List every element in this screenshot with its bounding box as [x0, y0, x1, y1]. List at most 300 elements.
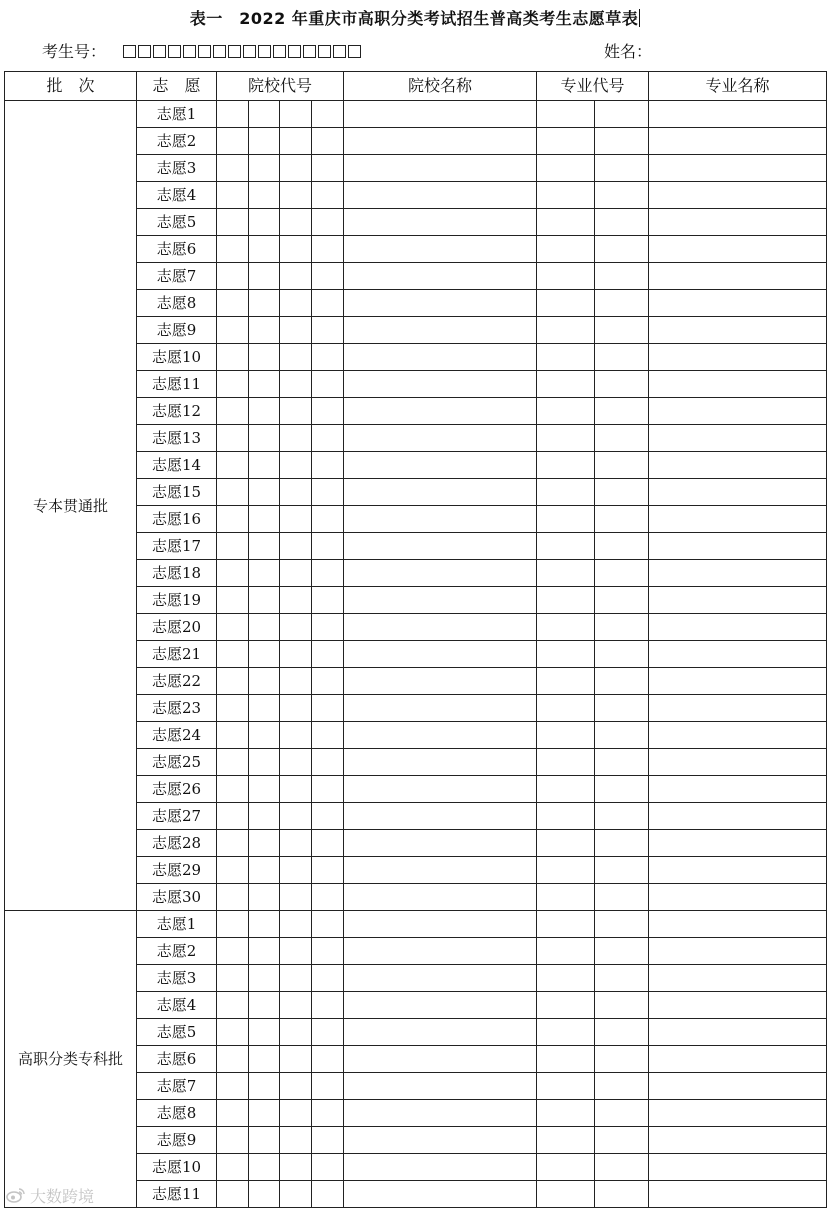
- school-code-digit-cell[interactable]: [217, 344, 249, 371]
- school-code-digit-cell[interactable]: [217, 182, 249, 209]
- school-code-digit-cell[interactable]: [217, 1100, 249, 1127]
- school-name-cell[interactable]: [344, 803, 537, 830]
- school-code-digit-cell[interactable]: [280, 1019, 312, 1046]
- school-code-digit-cell[interactable]: [312, 371, 344, 398]
- school-code-digit-cell[interactable]: [280, 1100, 312, 1127]
- major-code-digit-cell[interactable]: [595, 668, 649, 695]
- school-code-digit-cell[interactable]: [249, 749, 280, 776]
- school-code-digit-cell[interactable]: [249, 695, 280, 722]
- school-code-digit-cell[interactable]: [280, 209, 312, 236]
- school-code-digit-cell[interactable]: [249, 155, 280, 182]
- school-code-digit-cell[interactable]: [280, 965, 312, 992]
- major-code-digit-cell[interactable]: [595, 398, 649, 425]
- exam-number-digit-box[interactable]: [333, 45, 346, 58]
- major-name-cell[interactable]: [649, 803, 827, 830]
- school-code-digit-cell[interactable]: [312, 101, 344, 128]
- school-code-digit-cell[interactable]: [217, 1046, 249, 1073]
- major-name-cell[interactable]: [649, 830, 827, 857]
- school-name-cell[interactable]: [344, 236, 537, 263]
- exam-number-digit-box[interactable]: [303, 45, 316, 58]
- school-name-cell[interactable]: [344, 371, 537, 398]
- major-code-digit-cell[interactable]: [595, 749, 649, 776]
- school-code-digit-cell[interactable]: [217, 695, 249, 722]
- school-code-digit-cell[interactable]: [249, 1154, 280, 1181]
- major-code-digit-cell[interactable]: [537, 884, 595, 911]
- major-name-cell[interactable]: [649, 533, 827, 560]
- major-name-cell[interactable]: [649, 857, 827, 884]
- school-code-digit-cell[interactable]: [312, 830, 344, 857]
- school-code-digit-cell[interactable]: [312, 533, 344, 560]
- major-code-digit-cell[interactable]: [595, 290, 649, 317]
- major-name-cell[interactable]: [649, 938, 827, 965]
- school-name-cell[interactable]: [344, 749, 537, 776]
- school-name-cell[interactable]: [344, 128, 537, 155]
- major-name-cell[interactable]: [649, 1127, 827, 1154]
- school-code-digit-cell[interactable]: [217, 830, 249, 857]
- school-code-digit-cell[interactable]: [312, 857, 344, 884]
- school-name-cell[interactable]: [344, 1046, 537, 1073]
- major-code-digit-cell[interactable]: [537, 398, 595, 425]
- school-code-digit-cell[interactable]: [280, 560, 312, 587]
- school-code-digit-cell[interactable]: [312, 290, 344, 317]
- school-code-digit-cell[interactable]: [280, 155, 312, 182]
- school-code-digit-cell[interactable]: [249, 587, 280, 614]
- school-code-digit-cell[interactable]: [312, 128, 344, 155]
- exam-number-digit-box[interactable]: [288, 45, 301, 58]
- major-name-cell[interactable]: [649, 1073, 827, 1100]
- school-name-cell[interactable]: [344, 911, 537, 938]
- school-code-digit-cell[interactable]: [217, 452, 249, 479]
- major-code-digit-cell[interactable]: [537, 1073, 595, 1100]
- school-code-digit-cell[interactable]: [217, 371, 249, 398]
- school-code-digit-cell[interactable]: [249, 965, 280, 992]
- major-code-digit-cell[interactable]: [537, 1046, 595, 1073]
- major-code-digit-cell[interactable]: [595, 425, 649, 452]
- school-code-digit-cell[interactable]: [249, 560, 280, 587]
- school-code-digit-cell[interactable]: [249, 1127, 280, 1154]
- school-code-digit-cell[interactable]: [312, 587, 344, 614]
- school-code-digit-cell[interactable]: [249, 101, 280, 128]
- school-code-digit-cell[interactable]: [312, 992, 344, 1019]
- school-code-digit-cell[interactable]: [280, 857, 312, 884]
- major-code-digit-cell[interactable]: [537, 938, 595, 965]
- school-code-digit-cell[interactable]: [217, 965, 249, 992]
- major-code-digit-cell[interactable]: [537, 587, 595, 614]
- major-code-digit-cell[interactable]: [537, 236, 595, 263]
- school-code-digit-cell[interactable]: [249, 533, 280, 560]
- school-code-digit-cell[interactable]: [249, 317, 280, 344]
- school-code-digit-cell[interactable]: [217, 101, 249, 128]
- school-name-cell[interactable]: [344, 1154, 537, 1181]
- school-code-digit-cell[interactable]: [280, 884, 312, 911]
- major-code-digit-cell[interactable]: [537, 668, 595, 695]
- school-name-cell[interactable]: [344, 155, 537, 182]
- major-code-digit-cell[interactable]: [537, 128, 595, 155]
- major-code-digit-cell[interactable]: [537, 371, 595, 398]
- major-name-cell[interactable]: [649, 290, 827, 317]
- school-code-digit-cell[interactable]: [249, 722, 280, 749]
- school-code-digit-cell[interactable]: [280, 101, 312, 128]
- school-code-digit-cell[interactable]: [312, 722, 344, 749]
- school-code-digit-cell[interactable]: [217, 560, 249, 587]
- major-name-cell[interactable]: [649, 641, 827, 668]
- school-name-cell[interactable]: [344, 398, 537, 425]
- school-code-digit-cell[interactable]: [217, 1019, 249, 1046]
- school-code-digit-cell[interactable]: [312, 452, 344, 479]
- school-code-digit-cell[interactable]: [249, 614, 280, 641]
- school-name-cell[interactable]: [344, 560, 537, 587]
- major-name-cell[interactable]: [649, 209, 827, 236]
- major-code-digit-cell[interactable]: [595, 587, 649, 614]
- school-code-digit-cell[interactable]: [249, 290, 280, 317]
- major-name-cell[interactable]: [649, 263, 827, 290]
- major-code-digit-cell[interactable]: [595, 614, 649, 641]
- school-code-digit-cell[interactable]: [249, 992, 280, 1019]
- school-code-digit-cell[interactable]: [280, 1127, 312, 1154]
- school-code-digit-cell[interactable]: [312, 776, 344, 803]
- school-name-cell[interactable]: [344, 938, 537, 965]
- school-code-digit-cell[interactable]: [249, 398, 280, 425]
- school-code-digit-cell[interactable]: [249, 425, 280, 452]
- school-code-digit-cell[interactable]: [312, 506, 344, 533]
- school-name-cell[interactable]: [344, 587, 537, 614]
- major-code-digit-cell[interactable]: [595, 992, 649, 1019]
- school-code-digit-cell[interactable]: [217, 290, 249, 317]
- school-code-digit-cell[interactable]: [249, 911, 280, 938]
- major-code-digit-cell[interactable]: [537, 803, 595, 830]
- school-code-digit-cell[interactable]: [312, 614, 344, 641]
- school-code-digit-cell[interactable]: [249, 479, 280, 506]
- school-code-digit-cell[interactable]: [217, 749, 249, 776]
- school-code-digit-cell[interactable]: [312, 1073, 344, 1100]
- school-code-digit-cell[interactable]: [280, 425, 312, 452]
- major-code-digit-cell[interactable]: [595, 1019, 649, 1046]
- school-code-digit-cell[interactable]: [312, 1181, 344, 1208]
- major-name-cell[interactable]: [649, 371, 827, 398]
- major-code-digit-cell[interactable]: [595, 452, 649, 479]
- school-code-digit-cell[interactable]: [249, 236, 280, 263]
- school-code-digit-cell[interactable]: [217, 155, 249, 182]
- major-name-cell[interactable]: [649, 182, 827, 209]
- school-code-digit-cell[interactable]: [217, 803, 249, 830]
- major-code-digit-cell[interactable]: [537, 857, 595, 884]
- major-name-cell[interactable]: [649, 749, 827, 776]
- major-name-cell[interactable]: [649, 1019, 827, 1046]
- school-code-digit-cell[interactable]: [249, 182, 280, 209]
- exam-number-digit-box[interactable]: [318, 45, 331, 58]
- school-code-digit-cell[interactable]: [312, 344, 344, 371]
- school-code-digit-cell[interactable]: [217, 992, 249, 1019]
- major-code-digit-cell[interactable]: [595, 1073, 649, 1100]
- major-code-digit-cell[interactable]: [595, 533, 649, 560]
- major-code-digit-cell[interactable]: [537, 749, 595, 776]
- major-code-digit-cell[interactable]: [595, 695, 649, 722]
- school-code-digit-cell[interactable]: [312, 749, 344, 776]
- major-code-digit-cell[interactable]: [595, 128, 649, 155]
- school-code-digit-cell[interactable]: [217, 587, 249, 614]
- major-name-cell[interactable]: [649, 452, 827, 479]
- major-code-digit-cell[interactable]: [595, 1154, 649, 1181]
- school-code-digit-cell[interactable]: [217, 884, 249, 911]
- major-name-cell[interactable]: [649, 722, 827, 749]
- major-code-digit-cell[interactable]: [537, 614, 595, 641]
- school-code-digit-cell[interactable]: [249, 857, 280, 884]
- major-code-digit-cell[interactable]: [537, 506, 595, 533]
- school-code-digit-cell[interactable]: [249, 803, 280, 830]
- school-code-digit-cell[interactable]: [280, 452, 312, 479]
- major-code-digit-cell[interactable]: [595, 776, 649, 803]
- major-code-digit-cell[interactable]: [537, 425, 595, 452]
- school-code-digit-cell[interactable]: [249, 506, 280, 533]
- major-code-digit-cell[interactable]: [537, 560, 595, 587]
- major-code-digit-cell[interactable]: [537, 1127, 595, 1154]
- school-code-digit-cell[interactable]: [280, 533, 312, 560]
- school-code-digit-cell[interactable]: [249, 1019, 280, 1046]
- school-code-digit-cell[interactable]: [249, 128, 280, 155]
- school-code-digit-cell[interactable]: [280, 263, 312, 290]
- school-code-digit-cell[interactable]: [217, 533, 249, 560]
- school-code-digit-cell[interactable]: [280, 1046, 312, 1073]
- school-code-digit-cell[interactable]: [312, 155, 344, 182]
- school-code-digit-cell[interactable]: [217, 614, 249, 641]
- school-code-digit-cell[interactable]: [217, 1073, 249, 1100]
- school-code-digit-cell[interactable]: [312, 884, 344, 911]
- major-code-digit-cell[interactable]: [595, 1127, 649, 1154]
- school-code-digit-cell[interactable]: [312, 803, 344, 830]
- major-code-digit-cell[interactable]: [537, 317, 595, 344]
- school-code-digit-cell[interactable]: [217, 1154, 249, 1181]
- school-code-digit-cell[interactable]: [280, 1154, 312, 1181]
- school-code-digit-cell[interactable]: [217, 1181, 249, 1208]
- school-name-cell[interactable]: [344, 857, 537, 884]
- school-code-digit-cell[interactable]: [217, 317, 249, 344]
- major-name-cell[interactable]: [649, 587, 827, 614]
- school-code-digit-cell[interactable]: [217, 641, 249, 668]
- school-code-digit-cell[interactable]: [217, 668, 249, 695]
- school-code-digit-cell[interactable]: [280, 776, 312, 803]
- school-code-digit-cell[interactable]: [249, 263, 280, 290]
- school-code-digit-cell[interactable]: [280, 479, 312, 506]
- major-code-digit-cell[interactable]: [537, 1019, 595, 1046]
- school-code-digit-cell[interactable]: [217, 857, 249, 884]
- major-name-cell[interactable]: [649, 398, 827, 425]
- school-code-digit-cell[interactable]: [312, 263, 344, 290]
- major-name-cell[interactable]: [649, 155, 827, 182]
- exam-number-digit-box[interactable]: [198, 45, 211, 58]
- major-name-cell[interactable]: [649, 1181, 827, 1208]
- exam-number-digit-box[interactable]: [138, 45, 151, 58]
- major-code-digit-cell[interactable]: [537, 1100, 595, 1127]
- school-code-digit-cell[interactable]: [312, 182, 344, 209]
- major-code-digit-cell[interactable]: [595, 344, 649, 371]
- major-code-digit-cell[interactable]: [595, 209, 649, 236]
- school-code-digit-cell[interactable]: [217, 209, 249, 236]
- major-code-digit-cell[interactable]: [595, 371, 649, 398]
- school-name-cell[interactable]: [344, 830, 537, 857]
- school-name-cell[interactable]: [344, 506, 537, 533]
- major-code-digit-cell[interactable]: [595, 722, 649, 749]
- school-name-cell[interactable]: [344, 1181, 537, 1208]
- school-code-digit-cell[interactable]: [312, 965, 344, 992]
- school-name-cell[interactable]: [344, 479, 537, 506]
- exam-number-digit-box[interactable]: [348, 45, 361, 58]
- major-code-digit-cell[interactable]: [537, 155, 595, 182]
- school-code-digit-cell[interactable]: [280, 290, 312, 317]
- major-name-cell[interactable]: [649, 965, 827, 992]
- school-code-digit-cell[interactable]: [249, 668, 280, 695]
- major-code-digit-cell[interactable]: [537, 182, 595, 209]
- school-code-digit-cell[interactable]: [217, 722, 249, 749]
- exam-number-digit-box[interactable]: [258, 45, 271, 58]
- school-code-digit-cell[interactable]: [312, 695, 344, 722]
- major-code-digit-cell[interactable]: [595, 182, 649, 209]
- major-code-digit-cell[interactable]: [537, 965, 595, 992]
- school-code-digit-cell[interactable]: [249, 1100, 280, 1127]
- major-code-digit-cell[interactable]: [537, 1181, 595, 1208]
- major-code-digit-cell[interactable]: [595, 263, 649, 290]
- school-code-digit-cell[interactable]: [217, 911, 249, 938]
- school-code-digit-cell[interactable]: [249, 776, 280, 803]
- school-code-digit-cell[interactable]: [280, 668, 312, 695]
- major-name-cell[interactable]: [649, 425, 827, 452]
- major-code-digit-cell[interactable]: [537, 533, 595, 560]
- school-name-cell[interactable]: [344, 641, 537, 668]
- school-code-digit-cell[interactable]: [280, 1181, 312, 1208]
- school-code-digit-cell[interactable]: [217, 263, 249, 290]
- major-code-digit-cell[interactable]: [595, 641, 649, 668]
- school-code-digit-cell[interactable]: [217, 938, 249, 965]
- major-code-digit-cell[interactable]: [537, 695, 595, 722]
- major-name-cell[interactable]: [649, 236, 827, 263]
- major-name-cell[interactable]: [649, 317, 827, 344]
- major-code-digit-cell[interactable]: [595, 479, 649, 506]
- exam-number-digit-box[interactable]: [273, 45, 286, 58]
- school-code-digit-cell[interactable]: [280, 128, 312, 155]
- school-code-digit-cell[interactable]: [249, 884, 280, 911]
- major-name-cell[interactable]: [649, 668, 827, 695]
- school-code-digit-cell[interactable]: [312, 641, 344, 668]
- school-code-digit-cell[interactable]: [312, 398, 344, 425]
- major-code-digit-cell[interactable]: [595, 236, 649, 263]
- school-code-digit-cell[interactable]: [312, 209, 344, 236]
- school-code-digit-cell[interactable]: [280, 911, 312, 938]
- school-code-digit-cell[interactable]: [312, 317, 344, 344]
- exam-number-digit-box[interactable]: [213, 45, 226, 58]
- major-code-digit-cell[interactable]: [537, 830, 595, 857]
- school-code-digit-cell[interactable]: [217, 776, 249, 803]
- school-code-digit-cell[interactable]: [312, 938, 344, 965]
- school-code-digit-cell[interactable]: [312, 1154, 344, 1181]
- major-code-digit-cell[interactable]: [595, 938, 649, 965]
- major-name-cell[interactable]: [649, 128, 827, 155]
- school-code-digit-cell[interactable]: [249, 1046, 280, 1073]
- school-code-digit-cell[interactable]: [280, 371, 312, 398]
- school-code-digit-cell[interactable]: [280, 938, 312, 965]
- exam-number-digit-box[interactable]: [183, 45, 196, 58]
- school-code-digit-cell[interactable]: [280, 992, 312, 1019]
- school-code-digit-cell[interactable]: [249, 452, 280, 479]
- major-code-digit-cell[interactable]: [595, 884, 649, 911]
- school-code-digit-cell[interactable]: [280, 587, 312, 614]
- school-code-digit-cell[interactable]: [217, 398, 249, 425]
- major-code-digit-cell[interactable]: [595, 857, 649, 884]
- school-code-digit-cell[interactable]: [249, 209, 280, 236]
- major-code-digit-cell[interactable]: [595, 317, 649, 344]
- school-name-cell[interactable]: [344, 101, 537, 128]
- school-name-cell[interactable]: [344, 533, 537, 560]
- school-name-cell[interactable]: [344, 1100, 537, 1127]
- major-name-cell[interactable]: [649, 560, 827, 587]
- school-name-cell[interactable]: [344, 668, 537, 695]
- major-name-cell[interactable]: [649, 101, 827, 128]
- school-name-cell[interactable]: [344, 452, 537, 479]
- school-code-digit-cell[interactable]: [249, 1181, 280, 1208]
- major-code-digit-cell[interactable]: [537, 290, 595, 317]
- school-name-cell[interactable]: [344, 776, 537, 803]
- school-name-cell[interactable]: [344, 884, 537, 911]
- school-code-digit-cell[interactable]: [312, 425, 344, 452]
- major-code-digit-cell[interactable]: [537, 209, 595, 236]
- major-name-cell[interactable]: [649, 614, 827, 641]
- school-code-digit-cell[interactable]: [217, 506, 249, 533]
- school-code-digit-cell[interactable]: [280, 722, 312, 749]
- school-code-digit-cell[interactable]: [217, 425, 249, 452]
- exam-number-digit-box[interactable]: [243, 45, 256, 58]
- major-code-digit-cell[interactable]: [595, 1046, 649, 1073]
- exam-number-digit-box[interactable]: [228, 45, 241, 58]
- school-name-cell[interactable]: [344, 722, 537, 749]
- school-code-digit-cell[interactable]: [280, 803, 312, 830]
- school-name-cell[interactable]: [344, 1073, 537, 1100]
- school-code-digit-cell[interactable]: [249, 344, 280, 371]
- major-code-digit-cell[interactable]: [537, 992, 595, 1019]
- major-code-digit-cell[interactable]: [537, 911, 595, 938]
- major-name-cell[interactable]: [649, 344, 827, 371]
- exam-number-digit-box[interactable]: [168, 45, 181, 58]
- school-code-digit-cell[interactable]: [312, 236, 344, 263]
- major-code-digit-cell[interactable]: [537, 1154, 595, 1181]
- school-code-digit-cell[interactable]: [280, 641, 312, 668]
- school-code-digit-cell[interactable]: [280, 236, 312, 263]
- school-code-digit-cell[interactable]: [312, 1127, 344, 1154]
- major-code-digit-cell[interactable]: [595, 965, 649, 992]
- school-name-cell[interactable]: [344, 695, 537, 722]
- school-code-digit-cell[interactable]: [312, 1019, 344, 1046]
- school-code-digit-cell[interactable]: [280, 695, 312, 722]
- school-code-digit-cell[interactable]: [249, 938, 280, 965]
- school-code-digit-cell[interactable]: [280, 614, 312, 641]
- school-name-cell[interactable]: [344, 1019, 537, 1046]
- school-code-digit-cell[interactable]: [217, 479, 249, 506]
- major-code-digit-cell[interactable]: [537, 263, 595, 290]
- major-name-cell[interactable]: [649, 911, 827, 938]
- school-code-digit-cell[interactable]: [249, 641, 280, 668]
- school-code-digit-cell[interactable]: [280, 1073, 312, 1100]
- major-name-cell[interactable]: [649, 776, 827, 803]
- major-code-digit-cell[interactable]: [537, 452, 595, 479]
- school-code-digit-cell[interactable]: [312, 1100, 344, 1127]
- major-code-digit-cell[interactable]: [595, 830, 649, 857]
- school-code-digit-cell[interactable]: [280, 749, 312, 776]
- major-code-digit-cell[interactable]: [537, 479, 595, 506]
- school-name-cell[interactable]: [344, 290, 537, 317]
- major-name-cell[interactable]: [649, 1100, 827, 1127]
- major-name-cell[interactable]: [649, 1046, 827, 1073]
- school-code-digit-cell[interactable]: [312, 1046, 344, 1073]
- major-code-digit-cell[interactable]: [595, 1181, 649, 1208]
- school-name-cell[interactable]: [344, 965, 537, 992]
- school-name-cell[interactable]: [344, 182, 537, 209]
